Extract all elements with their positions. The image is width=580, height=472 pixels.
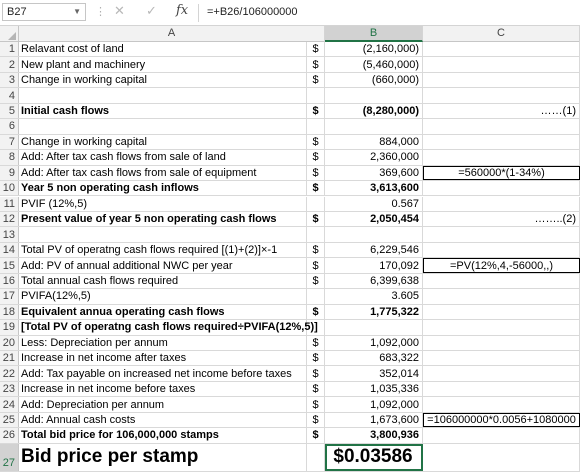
cell-a[interactable]: Add: PV of annual additional NWC per year: [19, 258, 307, 272]
row-number[interactable]: 27: [0, 444, 19, 471]
cell-c[interactable]: ……(1): [423, 104, 580, 118]
cell-currency[interactable]: $: [307, 274, 325, 288]
table-row: [0, 336, 580, 351]
table-row: [0, 382, 580, 397]
cell-b[interactable]: (660,000): [325, 73, 423, 87]
cell-c[interactable]: [423, 197, 580, 211]
cell-b[interactable]: 0.567: [325, 197, 423, 211]
cell-c[interactable]: [423, 351, 580, 365]
insert-function-icon[interactable]: fx: [176, 3, 189, 18]
chevron-down-icon[interactable]: ▼: [73, 7, 81, 16]
formula-bar: [0, 0, 580, 26]
table-row: [0, 274, 580, 289]
cell-b[interactable]: (5,460,000): [325, 57, 423, 71]
cell-currency[interactable]: $: [307, 150, 325, 164]
cell-a[interactable]: Total annual cash flows required: [19, 274, 307, 288]
table-row: [0, 258, 580, 273]
cell-a[interactable]: Total PV of operatng cash flows required [(1)+(2)]×-1: [19, 243, 307, 257]
row-number[interactable]: 1: [0, 42, 19, 56]
row-number[interactable]: 21: [0, 351, 19, 365]
cell-a[interactable]: PVIFA(12%,5): [19, 289, 307, 303]
row-number[interactable]: 25: [0, 413, 19, 427]
row-number[interactable]: 17: [0, 289, 19, 303]
cell-b[interactable]: 683,322: [325, 351, 423, 365]
row-number[interactable]: 7: [0, 135, 19, 149]
cell-currency[interactable]: $: [307, 413, 325, 427]
cell-a[interactable]: Change in working capital: [19, 135, 307, 149]
cell-a[interactable]: Increase in net income before taxes: [19, 382, 307, 396]
table-row: [0, 42, 580, 57]
table-row: [0, 57, 580, 72]
cell-a[interactable]: Increase in net income after taxes: [19, 351, 307, 365]
table-row: [0, 428, 580, 443]
cell-currency[interactable]: $: [307, 258, 325, 272]
row-number[interactable]: 22: [0, 366, 19, 380]
row-number[interactable]: 15: [0, 258, 19, 272]
cell-b[interactable]: 3,800,936: [325, 428, 423, 442]
table-row: [0, 397, 580, 412]
cell-c[interactable]: [423, 336, 580, 350]
cell-currency[interactable]: $: [307, 181, 325, 195]
cell-currency[interactable]: $: [307, 166, 325, 180]
table-row: [0, 212, 580, 227]
table-row: [0, 197, 580, 212]
cell-a[interactable]: Change in working capital: [19, 73, 307, 87]
row-number[interactable]: 2: [0, 57, 19, 71]
cell-currency[interactable]: [307, 197, 325, 211]
cell-a[interactable]: Total bid price for 106,000,000 stamps: [19, 428, 307, 442]
cell-a[interactable]: Present value of year 5 non operating cash flows: [19, 212, 307, 226]
row-number[interactable]: 14: [0, 243, 19, 257]
row-number[interactable]: 10: [0, 181, 19, 195]
cell-currency[interactable]: $: [307, 73, 325, 87]
cell-currency[interactable]: $: [307, 382, 325, 396]
select-all-button[interactable]: [0, 26, 19, 42]
cell-a[interactable]: New plant and machinery: [19, 57, 307, 71]
cell-currency[interactable]: $: [307, 104, 325, 118]
column-header-a[interactable]: A: [19, 26, 325, 42]
cell-currency[interactable]: [307, 444, 325, 471]
table-row: [0, 135, 580, 150]
cell-b[interactable]: 6,229,546: [325, 243, 423, 257]
cell-c[interactable]: [423, 428, 580, 442]
cell-b[interactable]: 1,035,336: [325, 382, 423, 396]
column-header-c[interactable]: C: [423, 26, 580, 42]
row-number[interactable]: 26: [0, 428, 19, 442]
cell-a[interactable]: [Total PV of operatng cash flows required÷PVIFA(12%,5)]: [21, 321, 318, 334]
cell-c[interactable]: [423, 366, 580, 380]
cell-a[interactable]: Relavant cost of land: [19, 42, 307, 56]
row-number[interactable]: 18: [0, 305, 19, 319]
cell-a[interactable]: PVIF (12%,5): [19, 197, 307, 211]
cell-currency[interactable]: $: [307, 336, 325, 350]
cell-currency[interactable]: $: [307, 212, 325, 226]
cell-currency[interactable]: [307, 320, 325, 334]
row-number[interactable]: 5: [0, 104, 19, 118]
cell-c[interactable]: [423, 320, 580, 334]
cell-c[interactable]: [423, 73, 580, 87]
cell-c[interactable]: [423, 42, 580, 56]
row-number[interactable]: 13: [0, 227, 19, 241]
cell-c[interactable]: [423, 150, 580, 164]
cell-c[interactable]: ……..(2): [423, 212, 580, 226]
cell-b[interactable]: [325, 320, 423, 334]
cell-currency[interactable]: $: [307, 42, 325, 56]
cell-b[interactable]: 352,014: [325, 366, 423, 380]
cell-c[interactable]: =560000*(1-34%): [423, 166, 580, 180]
cell-b[interactable]: 2,050,454: [325, 212, 423, 226]
cell-b[interactable]: 1,673,600: [325, 413, 423, 427]
cell-b[interactable]: 1,092,000: [325, 397, 423, 411]
cell-c[interactable]: =PV(12%,4,-56000,,): [423, 258, 580, 272]
cell-c[interactable]: [423, 135, 580, 149]
cell-c[interactable]: [423, 119, 580, 133]
cell-b[interactable]: 3,613,600: [325, 181, 423, 195]
row-number[interactable]: 9: [0, 166, 19, 180]
cell-a[interactable]: Equivalent annua operating cash flows: [19, 305, 307, 319]
table-row: [0, 104, 580, 119]
cell-b[interactable]: 1,775,322: [325, 305, 423, 319]
cell-currency[interactable]: $: [307, 351, 325, 365]
row-number[interactable]: 3: [0, 73, 19, 87]
cell-currency[interactable]: $: [307, 135, 325, 149]
table-row: [0, 119, 580, 134]
table-row: [0, 243, 580, 258]
cell-currency[interactable]: [307, 289, 325, 303]
cell-b[interactable]: 6,399,638: [325, 274, 423, 288]
cell-b[interactable]: [325, 119, 423, 133]
row-number[interactable]: 6: [0, 119, 19, 133]
cell-c[interactable]: [423, 382, 580, 396]
cell-currency[interactable]: $: [307, 57, 325, 71]
cell-currency[interactable]: $: [307, 428, 325, 442]
cell-b[interactable]: (2,160,000): [325, 42, 423, 56]
cell-b[interactable]: [325, 88, 423, 102]
table-row: [0, 413, 580, 428]
row-number[interactable]: 16: [0, 274, 19, 288]
cell-b[interactable]: 1,092,000: [325, 336, 423, 350]
cell-b[interactable]: 884,000: [325, 135, 423, 149]
table-row: [0, 366, 580, 381]
cell-c[interactable]: [423, 444, 580, 471]
cell-a[interactable]: Less: Depreciation per annum: [19, 336, 307, 350]
cell-a[interactable]: [19, 119, 307, 133]
cell-c[interactable]: [423, 274, 580, 288]
row-number[interactable]: 4: [0, 88, 19, 102]
table-row: [0, 320, 580, 335]
cell-c[interactable]: [423, 305, 580, 319]
row-number[interactable]: 24: [0, 397, 19, 411]
table-row: [0, 88, 580, 103]
name-box[interactable]: [2, 3, 86, 21]
cell-c[interactable]: [423, 289, 580, 303]
cell-b[interactable]: 2,360,000: [325, 150, 423, 164]
cell-a[interactable]: Add: After tax cash flows from sale of land: [19, 150, 307, 164]
row-number[interactable]: 19: [0, 320, 19, 334]
cell-c[interactable]: =106000000*0.0056+1080000: [423, 413, 580, 427]
cell-a[interactable]: Add: Annual cash costs: [19, 413, 307, 427]
cell-a[interactable]: [19, 88, 307, 102]
cell-currency[interactable]: [307, 119, 325, 133]
table-row: [0, 73, 580, 88]
cell-b[interactable]: 3.605: [325, 289, 423, 303]
cell-b[interactable]: $0.03586: [325, 444, 423, 471]
cell-currency[interactable]: $: [307, 397, 325, 411]
column-headers: [0, 26, 580, 42]
drag-handle-icon[interactable]: ⋮: [95, 6, 105, 18]
cell-a[interactable]: Add: After tax cash flows from sale of equipment: [19, 166, 307, 180]
cell-a[interactable]: Add: Depreciation per annum: [19, 397, 307, 411]
cell-b[interactable]: 369,600: [325, 166, 423, 180]
cell-c[interactable]: [423, 181, 580, 195]
cell-b[interactable]: [325, 227, 423, 241]
cell-c[interactable]: [423, 397, 580, 411]
row-number[interactable]: 20: [0, 336, 19, 350]
cell-c[interactable]: [423, 88, 580, 102]
cell-currency[interactable]: [307, 227, 325, 241]
column-header-b[interactable]: B: [325, 26, 423, 42]
cell-currency[interactable]: $: [307, 305, 325, 319]
cell-currency[interactable]: [307, 88, 325, 102]
formula-input[interactable]: =+B26/106000000: [198, 4, 568, 22]
table-row: [0, 227, 580, 242]
cell-currency[interactable]: $: [307, 366, 325, 380]
cancel-icon[interactable]: ✕: [114, 3, 125, 18]
name-box-value: B27: [7, 6, 27, 18]
table-row: [0, 181, 580, 196]
cell-a[interactable]: [19, 227, 307, 241]
cell-a[interactable]: Initial cash flows: [19, 104, 307, 118]
cell-c[interactable]: [423, 57, 580, 71]
table-row: [0, 150, 580, 165]
table-row: [0, 166, 580, 181]
cell-b[interactable]: (8,280,000): [325, 104, 423, 118]
table-row: [0, 289, 580, 304]
row-number[interactable]: 23: [0, 382, 19, 396]
row-number[interactable]: 8: [0, 150, 19, 164]
cell-a[interactable]: Add: Tax payable on increased net income before taxes: [19, 366, 307, 380]
table-row: [0, 305, 580, 320]
row-number[interactable]: 11: [0, 197, 19, 211]
row-number[interactable]: 12: [0, 212, 19, 226]
cell-b[interactable]: 170,092: [325, 258, 423, 272]
table-row: [0, 444, 580, 472]
table-row: [0, 351, 580, 366]
cell-c[interactable]: [423, 243, 580, 257]
cell-a[interactable]: Bid price per stamp: [19, 444, 307, 471]
enter-icon[interactable]: ✓: [146, 3, 157, 18]
cell-currency[interactable]: $: [307, 243, 325, 257]
cell-c[interactable]: [423, 227, 580, 241]
cell-a[interactable]: Year 5 non operating cash inflows: [19, 181, 307, 195]
